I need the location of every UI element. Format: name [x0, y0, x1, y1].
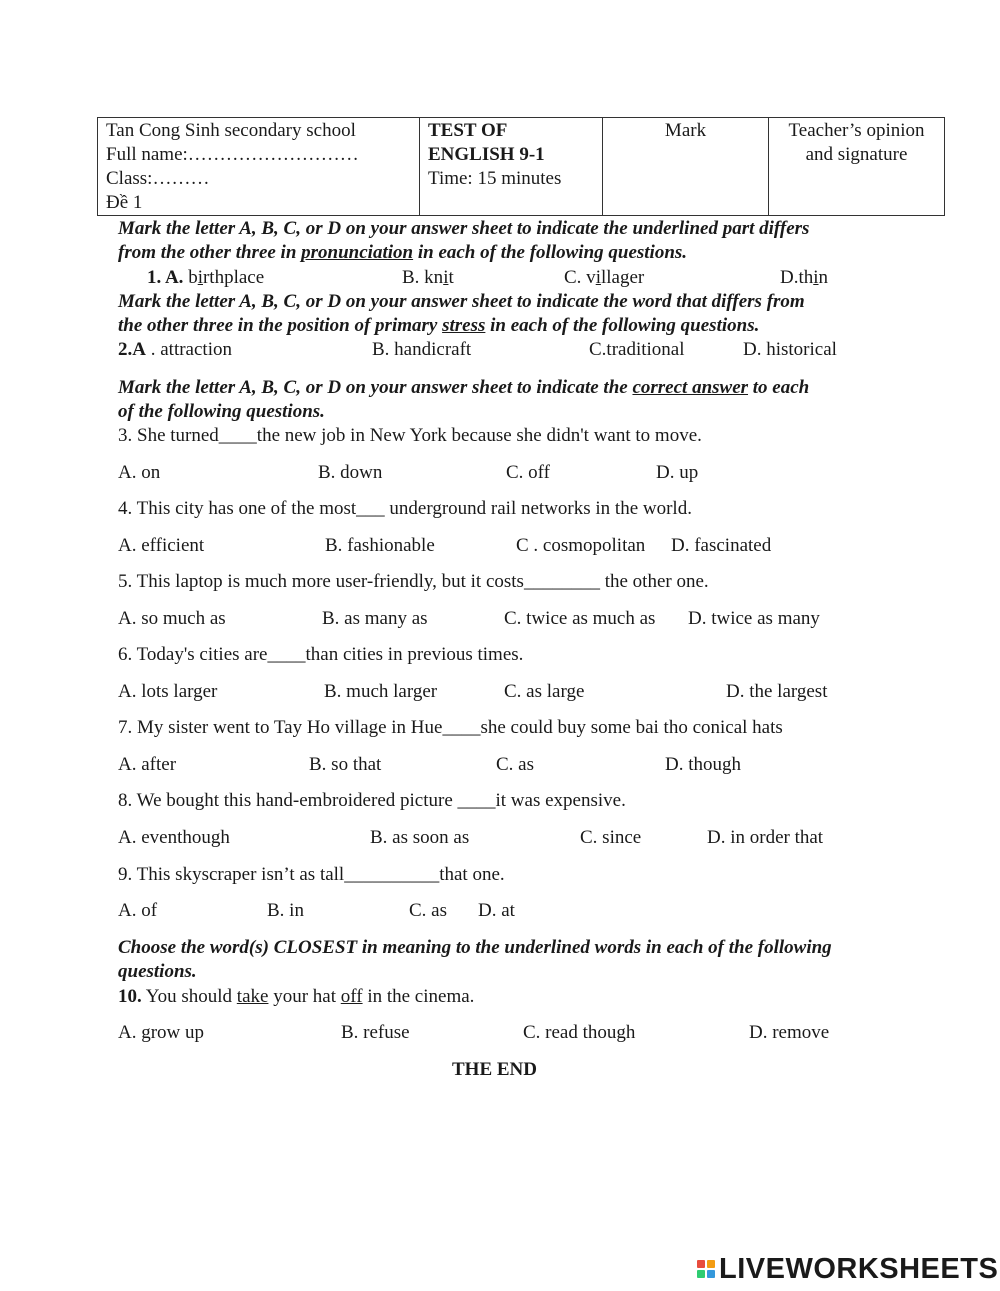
answer-option-a[interactable]: A. efficient — [118, 535, 205, 556]
answer-option-a[interactable]: A. on — [118, 462, 161, 483]
q1-option-a[interactable]: 1. A. birthplace — [147, 267, 265, 288]
answer-option-d[interactable]: D. twice as many — [688, 608, 820, 629]
header-table — [97, 117, 945, 216]
answer-option-b[interactable]: B. as soon as — [370, 827, 470, 848]
test-title-cell — [420, 118, 603, 216]
q2-option-c[interactable]: C.traditional — [589, 339, 685, 360]
answer-option-a[interactable]: A. so much as — [118, 608, 226, 629]
test-title-line2: ENGLISH 9-1 — [428, 144, 545, 165]
answer-option-b[interactable]: B. in — [267, 900, 304, 921]
answer-option-d[interactable]: D. up — [656, 462, 699, 483]
answer-option-a[interactable]: A. grow up — [118, 1022, 205, 1043]
section3-instruction-line1: Mark the letter A, B, C, or D on your answer sheet to indicate the correct answer to each — [118, 377, 810, 398]
answer-option-d[interactable]: D. the largest — [726, 681, 828, 702]
q1-option-d[interactable]: D.thin — [780, 267, 829, 288]
answer-option-b[interactable]: B. down — [318, 462, 383, 483]
answer-option-b[interactable]: B. refuse — [341, 1022, 410, 1043]
question-text: 3. She turned____the new job in New York because she didn't want to move. — [118, 425, 702, 446]
question-text: 4. This city has one of the most___ underground rail networks in the world. — [118, 498, 692, 519]
logo-icon — [697, 1260, 715, 1278]
answer-option-c[interactable]: C. since — [580, 827, 642, 848]
answer-option-b[interactable]: B. fashionable — [325, 535, 435, 556]
answer-option-b[interactable]: B. as many as — [322, 608, 428, 629]
mark-cell — [603, 118, 769, 216]
logo-text: LIVEWORKSHEETS — [719, 1252, 999, 1285]
answer-option-b[interactable]: B. so that — [309, 754, 382, 775]
q2-option-a[interactable]: 2.A . attraction — [118, 339, 232, 360]
question-text: 6. Today's cities are____than cities in previous times. — [118, 644, 524, 665]
answer-option-d[interactable]: D. fascinated — [671, 535, 772, 556]
teacher-label-line1: Teacher’s opinion — [788, 120, 925, 141]
section1-instruction-line1: Mark the letter A, B, C, or D on your answer sheet to indicate the underlined part differs — [118, 218, 810, 239]
answer-option-a[interactable]: A. of — [118, 900, 158, 921]
section3-instruction-line2: of the following questions. — [118, 401, 325, 422]
logo-square-green — [697, 1270, 705, 1278]
full-name-field[interactable]: Full name:……………………… — [106, 144, 359, 165]
school-name: Tan Cong Sinh secondary school — [106, 120, 356, 141]
answer-option-d[interactable]: D. though — [665, 754, 741, 775]
answer-option-b[interactable]: B. much larger — [324, 681, 438, 702]
the-end-label: THE END — [452, 1059, 537, 1080]
version-label: Đề 1 — [106, 192, 143, 213]
logo-square-blue — [707, 1270, 715, 1278]
question-text: 9. This skyscraper isn’t as tall__________that one. — [118, 864, 505, 885]
question-text: 7. My sister went to Tay Ho village in Hue____she could buy some bai tho conical hats — [118, 717, 783, 738]
class-field[interactable]: Class:……… — [106, 168, 210, 189]
section4-instruction-line2: questions. — [118, 961, 197, 982]
q2-option-d[interactable]: D. historical — [743, 339, 837, 360]
logo-square-red — [697, 1260, 705, 1268]
question-text: 10. You should take your hat off in the cinema. — [118, 986, 475, 1007]
answer-option-a[interactable]: A. lots larger — [118, 681, 218, 702]
q1-option-b[interactable]: B. knit — [402, 267, 454, 288]
answer-option-d[interactable]: D. remove — [749, 1022, 830, 1043]
teacher-cell — [769, 118, 945, 216]
answer-option-d[interactable]: D. in order that — [707, 827, 824, 848]
q2-option-b[interactable]: B. handicraft — [372, 339, 472, 360]
test-title-line1: TEST OF — [428, 120, 508, 141]
section1-instruction-line2: from the other three in pronunciation in each of the following questions. — [118, 242, 688, 263]
question-text: 8. We bought this hand-embroidered picture ____it was expensive. — [118, 790, 626, 811]
section2-instruction-line1: Mark the letter A, B, C, or D on your answer sheet to indicate the word that differs from — [118, 291, 805, 312]
test-time: Time: 15 minutes — [428, 168, 562, 189]
answer-option-c[interactable]: C. as — [409, 900, 447, 921]
teacher-label-line2: and signature — [805, 144, 908, 165]
q1-option-c[interactable]: C. villager — [564, 267, 645, 288]
answer-option-d[interactable]: D. at — [478, 900, 515, 921]
answer-option-c[interactable]: C . cosmopolitan — [516, 535, 646, 556]
question-text: 5. This laptop is much more user-friendly, but it costs________ the other one. — [118, 571, 709, 592]
answer-option-c[interactable]: C. twice as much as — [504, 608, 656, 629]
logo-square-orange — [707, 1260, 715, 1268]
liveworksheets-logo[interactable] — [697, 1254, 998, 1284]
answer-option-c[interactable]: C. as — [496, 754, 534, 775]
answer-option-c[interactable]: C. read though — [523, 1022, 636, 1043]
answer-option-c[interactable]: C. off — [506, 462, 550, 483]
answer-option-a[interactable]: A. eventhough — [118, 827, 230, 848]
answer-option-c[interactable]: C. as large — [504, 681, 585, 702]
section4-instruction-line1: Choose the word(s) CLOSEST in meaning to the underlined words in each of the following — [118, 937, 832, 958]
student-info-cell — [98, 118, 420, 216]
section2-instruction-line2: the other three in the position of primary stress in each of the following questions. — [118, 315, 760, 336]
answer-option-a[interactable]: A. after — [118, 754, 177, 775]
mark-label: Mark — [664, 120, 707, 141]
